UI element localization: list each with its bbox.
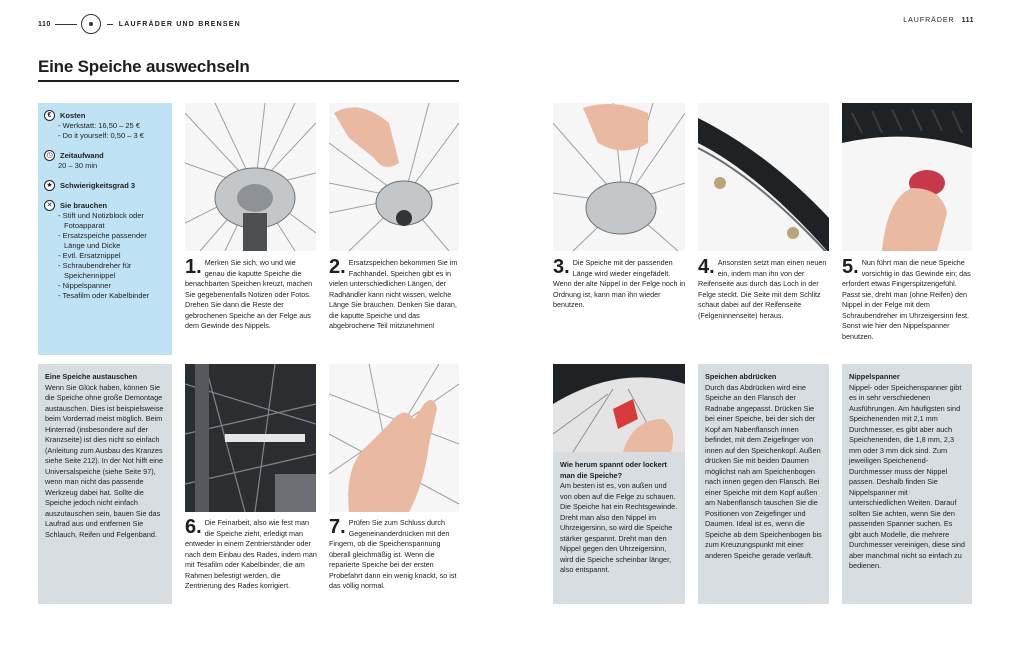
step-3: [553, 258, 686, 311]
step-number: 6.: [185, 516, 202, 538]
wheel-icon: [81, 14, 101, 34]
time-title: Zeitaufwand: [60, 151, 104, 160]
clock-icon: ◷: [44, 150, 55, 161]
step-number: 1.: [185, 256, 202, 278]
euro-icon: €: [44, 110, 55, 121]
box-body: Durch das Abdrücken wird eine Speiche an den Flansch der Radnabe angepasst. Drücken Sie bei einer Speiche, bei der sich der Kopf am Nabenflansch innen befindet, mit dem Zeigefinger von innen auf den Speichenkopf. Außen drücken Sie mit beiden Daumen möglichst nah am Speichenbogen nach innen gegen den Flansch. Bei einer Speiche mit dem Kopf außen am Nabenflansch tauschen Sie die Positionen von Zeigefinger und Daumen. Ideal ist es, wenn die Speiche ab dem Speichenbogen bis zum Kreuzungspunkt mit einer anderen Speiche gerade verläuft.: [705, 382, 822, 560]
step-2: [329, 258, 461, 332]
needs-section: [44, 200, 166, 301]
header-rule: [107, 24, 113, 25]
star-icon: ★: [44, 180, 55, 191]
step-4: [698, 258, 830, 321]
box-body: Am besten ist es, von außen und von oben auf die Felge zu schauen. Die Speiche hat ein Rechtsgewinde. Dreht man also den Nippel im Uhrzeigersinn, so wird die Speiche stärker gespannt. Dreht man den Nippel gegen den Uhrzeigersinn, wird die Speiche scheinbar länger, also entspannt.: [560, 481, 678, 574]
needs-item: - Nippelspanner: [58, 281, 111, 290]
photo-step-3: [553, 103, 685, 251]
difficulty-section: [44, 180, 166, 191]
needs-item: - Ersatzspeiche passender Länge und Dicke: [58, 231, 147, 250]
cost-line: - Werkstatt: 16,50 – 25 €: [58, 121, 140, 130]
box-wie-herum-text: [553, 452, 685, 584]
cost-title: Kosten: [60, 111, 86, 120]
box-body: Wenn Sie Glück haben, können Sie die Speiche ohne große Demontage austauschen. Dies ist beispielsweise beim Vorderrad meist möglich. Beim Hinterrad (insbesondere auf der Kranzseite) ist dies nicht so einfach (Anleitung zum Ausbau des Kranzes siehe Seite 212). In der Not hilft eine Universalspeiche (siehe Seite 97), wenn man nicht das passende Werkzeug dabei hat. Sollte die Speiche jedoch nicht einfach auszutauschen sein, bauen Sie das Laufrad aus und entfernen Sie Schlauch, Reifen und Felgenband.: [45, 382, 164, 539]
step-1: [185, 258, 317, 332]
needs-item: - Stift und Notizblock oder Fotoapparat: [58, 211, 144, 230]
step-6: [185, 518, 317, 592]
box-heading: Nippelspanner: [849, 372, 900, 381]
needs-item: - Schraubendreher für Speichennippel: [58, 261, 132, 280]
cost-section: [44, 110, 166, 141]
step-number: 4.: [698, 256, 715, 278]
step-number: 3.: [553, 256, 570, 278]
step-5: [842, 258, 973, 342]
left-page-number: 110: [38, 20, 51, 28]
photo-step-5: [842, 103, 972, 251]
step-number: 2.: [329, 256, 346, 278]
step-text: Merken Sie sich, wo und wie genau die kaputte Speiche die benachbarten Speichen kreuzt, machen Sie gegebenenfalls Notizen oder Fotos. Drehen Sie dann die Reste der gebrochenen Speiche an der Felge aus dem Gewinde des Nippels.: [185, 258, 313, 330]
needs-title: Sie brauchen: [60, 201, 108, 210]
step-text: Ansonsten setzt man einen neuen ein, indem man ihn von der Reifenseite aus durch das Loch in der Felge steckt. Die Seite mit dem Schlitz schaut dabei auf der Reifenseite (Felgeninnenseite) heraus.: [698, 258, 827, 320]
info-box: [38, 103, 172, 355]
step-text: Nun führt man die neue Speiche vorsichtig in das Gewinde ein; das erfordert etwas Fingerspitzengefühl. Passt sie, dreht man (ohne Reifen) den Nippel in der Felge mit dem Schraubendreher im Uhrzeigersinn fest. Sonst wie hier den Nippelspanner benutzen.: [842, 258, 971, 341]
box-nippelspanner: [842, 364, 972, 604]
box-heading: Wie herum spannt oder lockert man die Speiche?: [560, 460, 667, 480]
photo-step-6: [185, 364, 316, 512]
box-heading: Eine Speiche austauschen: [45, 372, 138, 381]
time-line: 20 – 30 min: [58, 161, 98, 170]
time-section: [44, 150, 166, 171]
page-title: Eine Speiche auswechseln: [38, 57, 250, 76]
box-body: Nippel- oder Speichenspanner gibt es in sehr verschiedenen Ausführungen. Am häufigsten sind Speichenenden mit 2,1 mm Durchmesser, es gibt aber auch Speichenenden, die 1,8 mm, 2,3 mm oder 3 mm dick sind. Zum jeweiligen Speichenend-Durchmesser muss der Nippel passen. Deshalb finden Sie Nippelspanner mit unterschiedlichen Weiten. Darauf sollten Sie achten, wenn Sie den passenden Spanner suchen. Es gibt auch Modelle, die mehrere Durchmesser vereinigen, diese sind aber manchmal nicht so einfach zu bedienen.: [849, 382, 965, 570]
tools-icon: ✕: [44, 200, 55, 211]
step-text: Die Speiche mit der passenden Länge wird wieder eingefädelt. Wenn der alte Nippel in der Felge noch in Ordnung ist, kann man ihn wieder benutzen.: [553, 258, 686, 309]
box-speiche-austauschen: [38, 364, 172, 604]
right-section-title: LAUFRÄDER: [903, 17, 955, 24]
photo-step-1: [185, 103, 316, 251]
left-page-header: [38, 14, 473, 34]
right-page-number: 111: [961, 17, 974, 24]
difficulty-title: Schwierigkeitsgrad 3: [60, 181, 136, 190]
step-text: Die Feinarbeit, also wie fest man die Speiche zieht, erledigt man entweder in einem Zentrierständer oder nach dem Einbau des Rades, indem man mit Tesafilm oder Kabelbinder, die am Rahmen befestigt werden, die Zentrierung des Rades korrigiert.: [185, 518, 317, 590]
cost-line: - Do it yourself: 0,50 – 3 €: [58, 131, 144, 140]
step-text: Prüfen Sie zum Schluss durch Gegeneinanderdrücken mit den Fingern, ob die Speichenspannung überall gleichmäßig ist. Wenn die reparierte Speiche bei der ersten Probefahrt dann ein wenig knackt, so ist das völlig normal.: [329, 518, 457, 590]
title-divider: [38, 80, 459, 82]
step-number: 5.: [842, 256, 859, 278]
box-heading: Speichen abdrücken: [705, 372, 777, 381]
header-rule: [55, 24, 77, 25]
needs-item: - Tesafilm oder Kabelbinder: [58, 291, 150, 300]
needs-item: - Evtl. Ersatznippel: [58, 251, 121, 260]
left-section-title: LAUFRÄDER UND BRENSEN: [118, 20, 241, 28]
right-page-header: [903, 17, 974, 24]
step-number: 7.: [329, 516, 346, 538]
photo-step-7: [329, 364, 459, 512]
photo-nippelspanner: [553, 364, 685, 452]
step-text: Ersatzspeichen bekommen Sie im Fachhandel. Speichen gibt es in vielen unterschiedlichen Längen, der Radhändler kann nicht wissen, welche Länge Sie brauchen. Denken Sie daran, die kaputte Speiche und das abgebrochene Teil mitzunehmen!: [329, 258, 458, 330]
photo-step-4: [698, 103, 829, 251]
box-wie-herum: [553, 364, 685, 604]
step-7: [329, 518, 461, 592]
photo-step-2: [329, 103, 459, 251]
box-speichen-abdruecken: [698, 364, 829, 604]
